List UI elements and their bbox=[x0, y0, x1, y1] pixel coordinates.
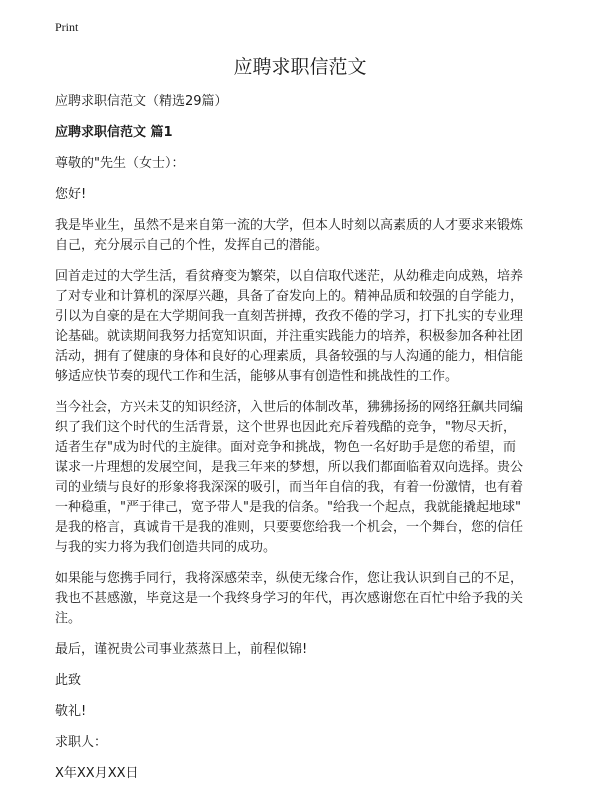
closing-wish: 最后，谨祝贵公司事业蒸蒸日上，前程似锦! bbox=[55, 642, 308, 657]
document-body bbox=[55, 92, 585, 795]
section-heading: 应聘求职信范文 篇1 bbox=[55, 125, 173, 140]
line: 织了我们这个时代的生活背景，这个世界也因此充斥着残酷的竞争，"物尽天折， bbox=[55, 420, 516, 435]
line: 与我的实力将为我们创造共同的成功。 bbox=[55, 540, 277, 555]
print-label: Print bbox=[55, 20, 79, 34]
signature-label: 求职人： bbox=[55, 735, 108, 750]
line: 论基础。就读期间我努力括宽知识面，并注重实践能力的培养，积极参加各种社团 bbox=[55, 329, 524, 344]
line: 谋求一片理想的发展空间，是我三年来的梦想，所以我们都面临着双向选择。贵公 bbox=[55, 460, 524, 475]
line: 一种稳重，"严于律己，宽予带人"是我的信条。"给我一个起点，我就能撬起地球" bbox=[55, 500, 521, 515]
paragraph-2 bbox=[55, 267, 585, 387]
date: X年XX月XX日 bbox=[55, 766, 139, 781]
line: 司的业绩与良好的形象将我深深的吸引，而当年自信的我，有着一份激情，也有着 bbox=[55, 480, 524, 495]
line: 活动，拥有了健康的身体和良好的心理素质，具备较强的与人沟通的能力，相信能 bbox=[55, 349, 524, 364]
paragraph-1 bbox=[55, 216, 585, 256]
paragraph-4 bbox=[55, 569, 585, 629]
line: 引以为自豪的是在大学期间我一直刻苦拼搏，孜孜不倦的学习，打下扎实的专业理 bbox=[55, 309, 524, 324]
page-title: 应聘求职信范文 bbox=[233, 56, 367, 78]
line: 自己，充分展示自己的个性，发挥自己的潜能。 bbox=[55, 238, 329, 253]
line: 够适应快节奏的现代工作和生活，能够从事有创造性和挑战性的工作。 bbox=[55, 369, 459, 384]
line: 了对专业和计算机的深厚兴趣，具备了奋发向上的。精神品质和较强的自学能力， bbox=[55, 289, 524, 304]
line: 我是毕业生，虽然不是来自第一流的大学，但本人时刻以高素质的人才要求来锻炼 bbox=[55, 218, 524, 233]
line: 注。 bbox=[55, 611, 82, 626]
line: 如果能与您携手同行，我将深感荣幸，纵使无缘合作，您让我认识到自己的不足， bbox=[55, 571, 524, 586]
line: 回首走过的大学生活，看贫瘠变为繁荣，以自信取代迷茫，从幼稚走向成熟，培养 bbox=[55, 269, 524, 284]
line: 适者生存"成为时代的主旋律。面对竞争和挑战，物色一名好助手是您的希望，而 bbox=[55, 440, 516, 455]
line: 我也不甚感激，毕竟这是一个我终身学习的年代，再次感谢您在百忙中给予我的关 bbox=[55, 591, 524, 606]
greeting: 您好! bbox=[55, 187, 87, 202]
closing-1: 此致 bbox=[55, 673, 82, 688]
paragraph-3 bbox=[55, 398, 585, 558]
line: 当今社会，方兴未艾的知识经济，入世后的体制改革，狒狒扬扬的网络狂飙共同编 bbox=[55, 400, 524, 415]
closing-2: 敬礼! bbox=[55, 704, 87, 719]
line: 是我的格言，真诚肯干是我的准则，只要要您给我一个机会，一个舞台，您的信任 bbox=[55, 520, 524, 535]
salutation: 尊敬的"先生（女士）： bbox=[55, 156, 185, 171]
subtitle: 应聘求职信范文（精选29篇） bbox=[55, 94, 228, 109]
